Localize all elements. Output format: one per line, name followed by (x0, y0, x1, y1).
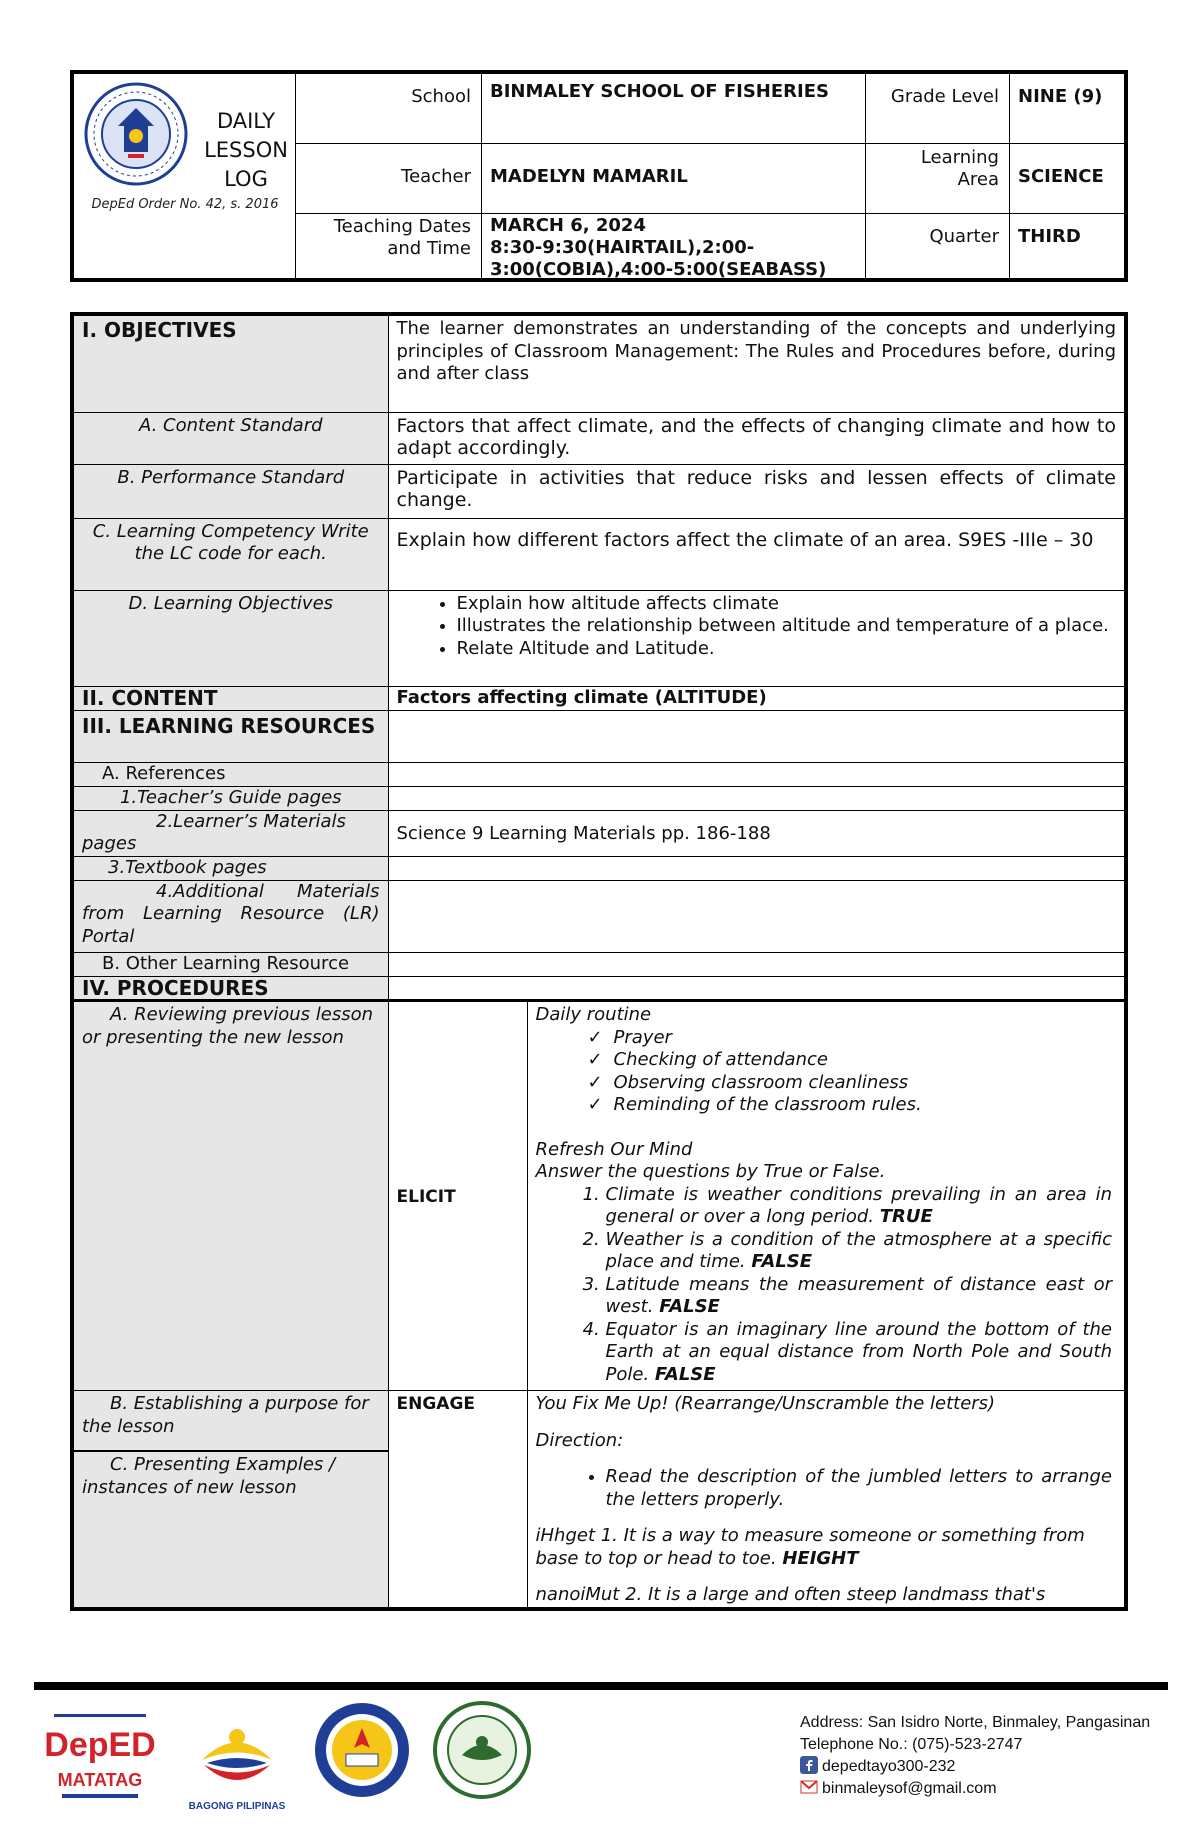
question-item: 1. Climate is weather conditions prevailing in an area in general or over a long period. TRUE (606, 1184, 1113, 1229)
lesson-table (70, 312, 1128, 1611)
deped-seal-icon (84, 82, 188, 186)
other-resources-value (388, 952, 1126, 976)
competency-label: C. Learning Competency Write the LC code for each. (72, 518, 388, 590)
svg-text:BAGONG PILIPINAS: BAGONG PILIPINAS (188, 1801, 286, 1812)
gmail-icon (800, 1778, 818, 1796)
content-row (72, 686, 1126, 710)
dates-label: Teaching Dates and Time (296, 214, 482, 281)
performance-standard-row (72, 464, 1126, 518)
other-resources-label: B. Other Learning Resource (72, 952, 388, 976)
lm-label: 2.Learner’s Materials pages (72, 810, 388, 856)
performance-standard-value: Participate in activities that reduce risks and lessen effects of climate change. (388, 464, 1126, 518)
content-standard-row (72, 412, 1126, 464)
refresh-title: Refresh Our Mind (535, 1138, 693, 1160)
objective-item: • Relate Altitude and Latitude. (457, 638, 1117, 661)
direction-label: Direction: (535, 1429, 624, 1451)
resources-heading: III. LEARNING RESOURCES (72, 710, 388, 762)
question-item: 4. Equator is an imaginary line around the bottom of the Earth at an equal distance from North Pole and South Pole. FALSE (606, 1319, 1113, 1387)
school-label: School (296, 74, 482, 144)
address-text: Address: San Isidro Norte, Binmaley, Pangasinan (800, 1714, 1151, 1731)
jumbled-item-1: iHhget 1. It is a way to measure someone or something from base to top or head to toe. HEIGHT (535, 1525, 1085, 1569)
content-heading: II. CONTENT (72, 686, 388, 710)
procedure-a-label: A. Reviewing previous lesson or presenting the new lesson (72, 1001, 388, 1391)
performance-standard-label: B. Performance Standard (72, 464, 388, 518)
document-title (192, 107, 300, 194)
routine-item: ✓ Reminding of the classroom rules. (614, 1094, 1113, 1117)
question-item: 3. Latitude means the measurement of distance east or west. FALSE (606, 1274, 1113, 1319)
quarter-label: Quarter (866, 214, 1010, 281)
learning-objectives-label: D. Learning Objectives (72, 590, 388, 686)
email-line: binmaleysof@gmail.com (800, 1778, 1150, 1800)
textbook-row (72, 856, 1126, 880)
objective-item: • Explain how altitude affects climate (457, 593, 1117, 616)
objectives-text: The learner demonstrates an understanding of the concepts and underlying principles of Classroom Management: The Rules and Procedures before, during and after class (388, 314, 1126, 412)
elicit-phase: ELICIT (388, 1001, 527, 1391)
objectives-row (72, 314, 1126, 412)
logo-cell (74, 74, 296, 281)
engage-content (527, 1391, 1126, 1609)
facebook-icon (800, 1756, 818, 1774)
header-table (70, 70, 1128, 282)
procedures-heading: IV. PROCEDURES (72, 976, 388, 1001)
direction-item: • Read the description of the jumbled letters to arrange the letters properly. (606, 1466, 1113, 1511)
competency-row (72, 518, 1126, 590)
footer-contact (800, 1712, 1150, 1800)
references-row (72, 762, 1126, 786)
content-standard-value: Factors that affect climate, and the effects of changing climate and how to adapt accordingly. (388, 412, 1126, 464)
bagong-pilipinas-logo (182, 1705, 292, 1815)
svg-text:MATATAG: MATATAG (57, 1770, 143, 1790)
deped-order: DepEd Order No. 42, s. 2016 (91, 197, 279, 212)
division-office-seal (312, 1700, 412, 1800)
procedure-bc-labels (72, 1391, 388, 1609)
school-seal-icon (432, 1700, 532, 1800)
elicit-content (527, 1001, 1126, 1391)
area-label: Learning Area (866, 144, 1010, 214)
footer-divider (34, 1682, 1168, 1690)
objective-item: • Illustrates the relationship between altitude and temperature of a place. (457, 615, 1117, 638)
svg-text:DepED: DepED (44, 1726, 156, 1764)
content-standard-label: A. Content Standard (72, 412, 388, 464)
references-label: A. References (72, 762, 388, 786)
routine-title: Daily routine (535, 1004, 652, 1025)
title-line-2: LESSON (204, 138, 288, 162)
engage-phase: ENGAGE (388, 1391, 527, 1609)
bagong-pilipinas-icon (182, 1705, 292, 1815)
tg-label: 1.Teacher’s Guide pages (72, 786, 388, 810)
learning-objectives-row (72, 590, 1126, 686)
jumbled-item-2: nanoiMut 2. It is a large and often steep landmass that's (535, 1584, 1046, 1605)
additional-label: 4.Additional Materials from Learning Resource (LR) Portal (72, 880, 388, 952)
routine-item: ✓ Checking of attendance (614, 1049, 1113, 1072)
objectives-heading: I. OBJECTIVES (72, 314, 388, 412)
tg-value (388, 786, 1126, 810)
elicit-row (72, 1001, 1126, 1391)
telephone-text: Telephone No.: (075)-523-2747 (800, 1736, 1023, 1753)
refresh-instruction: Answer the questions by True or False. (535, 1161, 886, 1182)
lm-value: Science 9 Learning Materials pp. 186-188 (388, 810, 1126, 856)
deped-matatag-icon (44, 1710, 156, 1810)
resources-row (72, 710, 1126, 762)
grade-value: NINE (9) (1010, 74, 1124, 144)
question-item: 2. Weather is a condition of the atmosphere at a specific place and time. FALSE (606, 1229, 1113, 1274)
textbook-value (388, 856, 1126, 880)
learning-objectives-list (388, 590, 1126, 686)
engage-row (72, 1391, 1126, 1609)
additional-value (388, 880, 1126, 952)
textbook-label: 3.Textbook pages (72, 856, 388, 880)
teacher-label: Teacher (296, 144, 482, 214)
lm-row (72, 810, 1126, 856)
game-title: You Fix Me Up! (Rearrange/Unscramble the letters) (535, 1393, 996, 1414)
resources-value (388, 710, 1126, 762)
procedures-value (388, 976, 1126, 1001)
division-seal-icon (312, 1700, 412, 1800)
content-value: Factors affecting climate (ALTITUDE) (388, 686, 1126, 710)
routine-item: ✓ Observing classroom cleanliness (614, 1072, 1113, 1095)
area-value: SCIENCE (1010, 144, 1124, 214)
procedure-c-label: C. Presenting Examples / instances of new lesson (82, 1454, 336, 1498)
title-line-1: DAILY (216, 109, 276, 133)
tg-row (72, 786, 1126, 810)
teacher-value: MADELYN MAMARIL (482, 144, 866, 214)
title-line-3: LOG (224, 167, 268, 191)
routine-item: ✓ Prayer (614, 1027, 1113, 1050)
deped-matatag-logo (44, 1710, 156, 1810)
procedures-row (72, 976, 1126, 1001)
competency-value: Explain how different factors affect the climate of an area. S9ES -IIIe – 30 (388, 518, 1126, 590)
school-seal (432, 1700, 532, 1800)
quarter-value: THIRD (1018, 226, 1081, 247)
procedure-b-label: B. Establishing a purpose for the lesson (74, 1391, 388, 1452)
additional-row (72, 880, 1126, 952)
other-resources-row (72, 952, 1126, 976)
facebook-line: depedtayo300-232 (800, 1756, 1150, 1778)
dates-value: MARCH 6, 2024 8:30-9:30(HAIRTAIL),2:00- 3:00(COBIA),4:00-5:00(SEABASS) (482, 214, 866, 281)
school-value: BINMALEY SCHOOL OF FISHERIES (482, 74, 866, 144)
grade-label: Grade Level (866, 74, 1010, 144)
references-value (388, 762, 1126, 786)
